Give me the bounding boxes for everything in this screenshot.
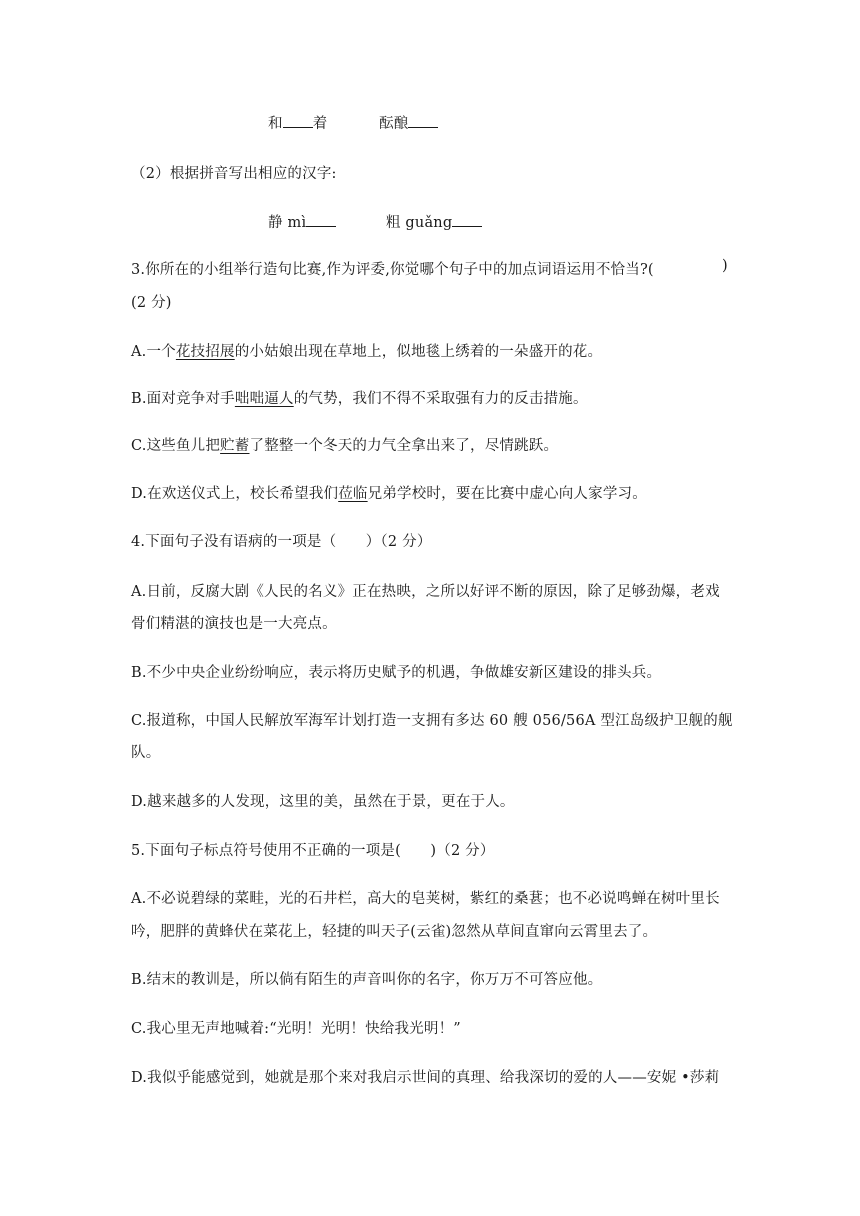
dotted-word: 莅临 (338, 486, 368, 502)
q5-option-a-line1: A.不必说碧绿的菜畦，光的石井栏，高大的皂荚树，紫红的桑葚；也不必说鸣蝉在树叶里长 (131, 891, 720, 907)
dotted-word: 花技招展 (175, 344, 235, 360)
question-4-stem: 4.下面句子没有语病的一项是（ ）（2 分） (131, 534, 432, 550)
q4-option-a-line2: 骨们精湛的演技也是一大亮点。 (131, 616, 337, 632)
q3-option-a: A.一个花技招展的小姑娘出现在草地上，似地毯上绣着的一朵盛开的花。 (131, 344, 603, 360)
q3-option-c: C.这些鱼儿把贮蓄了整整一个冬天的力气全拿出来了，尽情跳跃。 (131, 438, 559, 454)
dotted-word: 贮蓄 (220, 438, 250, 454)
fill-row-2 (268, 211, 482, 232)
q4-option-b: B.不少中央企业纷纷响应，表示将历史赋予的机遇，争做雄安新区建设的排头兵。 (131, 665, 662, 681)
answer-blank (306, 214, 336, 227)
answer-blank (408, 115, 438, 128)
q4-option-d: D.越来越多的人发现，这里的美，虽然在于景，更在于人。 (131, 794, 515, 810)
q5-option-a-line2: 吟，肥胖的黄蜂伏在菜花上，轻捷的叫天子(云雀)忽然从草间直窜向云霄里去了。 (131, 924, 658, 940)
q5-option-c: C.我心里无声地喊着:“光明！光明！快给我光明！” (131, 1021, 461, 1037)
question-5-stem: 5.下面句子标点符号使用不正确的一项是( )（2 分） (131, 843, 495, 859)
answer-blank (283, 115, 313, 128)
question-3-score: (2 分) (131, 295, 172, 311)
row2-word-b: 粗 guǎng (385, 215, 453, 231)
q5-option-d: D.我似乎能感觉到，她就是那个来对我启示世间的真理、给我深切的爱的人——安妮 •莎莉 (131, 1070, 720, 1086)
q4-option-a-line1: A.日前，反腐大剧《人民的名义》正在热映，之所以好评不断的原因，除了足够劲爆，老戏 (131, 584, 720, 600)
q5-option-b: B.结末的教训是，所以倘有陌生的声音叫你的名字，你万万不可答应他。 (131, 972, 603, 988)
row1-word-a: 和 (268, 116, 283, 132)
row1-word-b: 着 (312, 116, 328, 132)
row1-word-c: 酝酿 (379, 116, 409, 132)
q3-option-d: D.在欢送仪式上，校长希望我们莅临兄弟学校时，要在比赛中虚心向人家学习。 (131, 486, 647, 502)
q3-option-b: B.面对竞争对手咄咄逼人的气势，我们不得不采取强有力的反击措施。 (131, 391, 588, 407)
q4-option-c-line1: C.报道称，中国人民解放军海军计划打造一支拥有多达 60 艘 056/56A 型江岛级护卫舰的舰 (131, 713, 733, 729)
row2-word-a: 静 mì (268, 215, 307, 231)
question-3-paren-close: ) (722, 258, 728, 274)
question-3-stem: 3.你所在的小组举行造句比赛,作为评委,你觉哪个句子中的加点词语运用不恰当?( (131, 262, 654, 278)
sub-question-2: （2）根据拼音写出相应的汉字: (131, 166, 337, 182)
dotted-word: 咄咄逼人 (234, 391, 294, 407)
q4-option-c-line2: 队。 (131, 745, 161, 761)
answer-blank (452, 214, 482, 227)
fill-row-1 (268, 112, 438, 133)
